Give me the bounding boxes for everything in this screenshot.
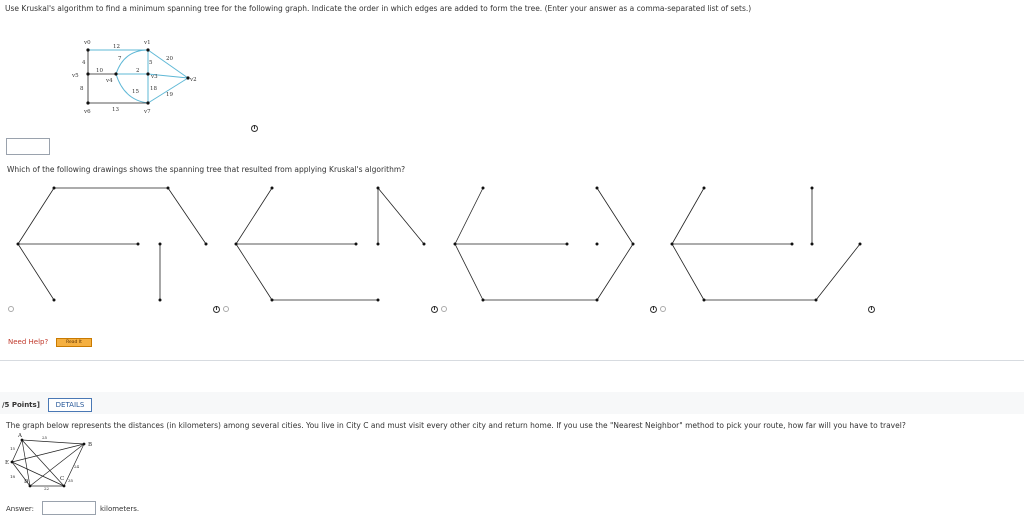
option-a-radio[interactable]: [8, 306, 14, 312]
vertex-label: v0: [84, 40, 91, 46]
info-icon[interactable]: i: [251, 125, 258, 132]
kruskal-answer-input[interactable]: [6, 138, 50, 155]
distance-answer-input[interactable]: [42, 501, 96, 515]
option-a-drawing: [10, 180, 215, 305]
vertex-v7: [146, 101, 149, 104]
details-button[interactable]: DETAILS: [48, 398, 92, 412]
option-b-drawing: [228, 180, 433, 305]
points-label: /5 Points]: [2, 401, 40, 409]
vertex-v4: [114, 72, 117, 75]
question-1-prompt: Use Kruskal's algorithm to find a minimum spanning tree for the following graph. Indicate the order in which edges are added to form the tree. (Enter your answer as a comma-separated list of sets.): [5, 4, 752, 13]
info-icon[interactable]: i: [431, 306, 438, 313]
edge-label: 12: [113, 44, 120, 50]
answer-label: Answer:: [6, 505, 35, 513]
city-label: C: [60, 476, 65, 482]
info-icon[interactable]: i: [868, 306, 875, 313]
vertex-label: v4: [106, 78, 113, 84]
edge-label: 8: [80, 86, 84, 92]
edge-label: 19: [166, 92, 173, 98]
divider: [0, 360, 1024, 361]
edge-label: 7: [118, 56, 122, 62]
edge-label: 15: [132, 89, 139, 95]
edge-label: 35: [68, 478, 74, 483]
info-icon[interactable]: i: [650, 306, 657, 313]
vertex-v5: [86, 72, 89, 75]
vertex-label: v6: [84, 109, 91, 115]
info-icon[interactable]: i: [213, 306, 220, 313]
question-2-prompt: The graph below represents the distances (in kilometers) among several cities. You live in City C and must visit every other city and return home. If you use the "Nearest Neighbor" method to pick your route, how far will you have to travel?: [6, 421, 906, 430]
cities-graph: [4, 430, 104, 502]
read-it-button[interactable]: Read It: [56, 338, 92, 347]
question-1-subprompt: Which of the following drawings shows the spanning tree that resulted from applying Kruskal's algorithm?: [7, 165, 406, 174]
city-label: B: [88, 442, 93, 448]
option-c-radio[interactable]: [441, 306, 447, 312]
vertex-label: v1: [144, 40, 151, 46]
edge-label: 2: [136, 68, 140, 74]
edge-label: 18: [150, 86, 157, 92]
vertex-label: v5: [72, 73, 79, 79]
edge-label: 22: [44, 486, 50, 491]
edge-label: 4: [82, 60, 86, 66]
city-label: A: [18, 433, 22, 439]
edge-label: 18: [10, 474, 16, 479]
edge-label: 5: [149, 60, 153, 66]
vertex-v1: [146, 48, 149, 51]
option-d-drawing: [664, 180, 869, 305]
vertex-label: v2: [190, 77, 197, 83]
edge-label: 13: [112, 107, 119, 113]
option-c-drawing: [447, 180, 652, 305]
units-label: kilometers.: [100, 505, 140, 513]
kruskal-graph: [60, 38, 200, 118]
option-b-radio[interactable]: [223, 306, 229, 312]
vertex-v6: [86, 101, 89, 104]
edge-label: 20: [166, 56, 173, 62]
vertex-label: v3: [151, 74, 158, 80]
vertex-label: v7: [144, 109, 151, 115]
edge-label: 25: [42, 435, 48, 440]
city-label: E: [5, 460, 10, 466]
edge-label: 24: [74, 464, 80, 469]
question-2-header-band: [0, 392, 1024, 414]
city-label: D: [24, 479, 29, 485]
edge-label: 15: [10, 446, 16, 451]
vertex-v0: [86, 48, 89, 51]
need-help-label: Need Help?: [8, 338, 49, 346]
edge-label: 10: [96, 68, 103, 74]
vertex-v3: [146, 72, 149, 75]
option-d-radio[interactable]: [660, 306, 666, 312]
